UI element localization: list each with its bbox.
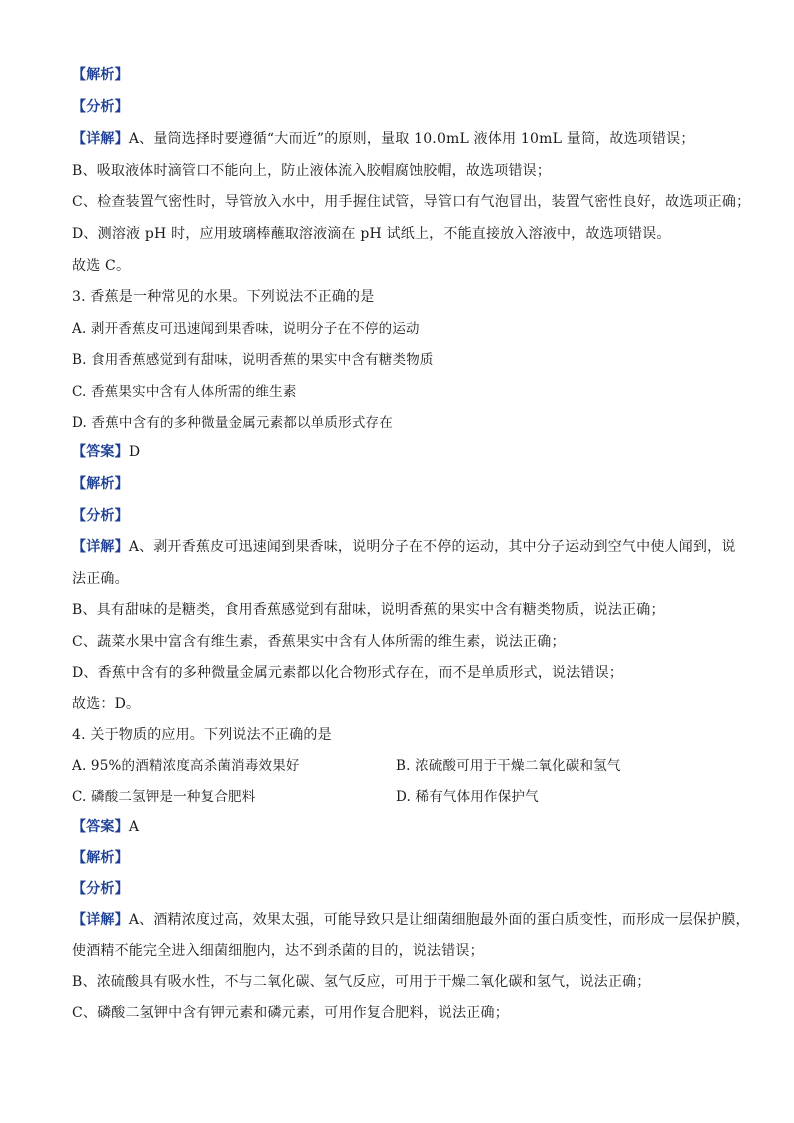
answer-value: A [128, 819, 140, 835]
analysis-heading-4: 【解析】 [72, 850, 129, 866]
detail-3-line-6: 故选：D。 [72, 696, 141, 712]
detail-4-line-3: B、浓硫酸具有吸水性，不与二氧化碳、氢气反应，可用于干燥二氧化碳和氢气，说法正确； [72, 974, 651, 990]
detail-3-line-1 [72, 538, 736, 556]
question-4-option-b: B. 浓硫酸可用于干燥二氧化碳和氢气 [396, 758, 621, 774]
question-4-option-c: C. 磷酸二氢钾是一种复合肥料 [72, 789, 256, 805]
detail-4-line-4: C、磷酸二氢钾中含有钾元素和磷元素，可用作复合肥料，说法正确； [72, 1005, 509, 1021]
answer-4-line [72, 818, 732, 836]
question-3: 3. 香蕉是一种常见的水果。下列说法不正确的是 [72, 289, 375, 305]
detail-line-b: B、吸取液体时滴管口不能向上，防止液体流入胶帽腐蚀胶帽，故选项错误； [72, 163, 552, 179]
detail-3-line-2: 法正确。 [72, 571, 129, 587]
question-4: 4. 关于物质的应用。下列说法不正确的是 [72, 727, 332, 743]
analysis-heading-3: 【解析】 [72, 476, 129, 492]
answer-value: D [128, 444, 141, 460]
conclusion-line: 故选 C。 [72, 258, 131, 274]
detail-text: A、量筒选择时要遵循“大而近”的原则，量取 10.0mL 液体用 10mL 量筒，故选项错误； [128, 131, 695, 147]
analysis-sub-heading: 【分析】 [72, 99, 129, 115]
detail-3-line-4: C、蔬菜水果中富含有维生素，香蕉果实中含有人体所需的维生素，说法正确； [72, 634, 566, 650]
question-3-option-b: B. 食用香蕉感觉到有甜味，说明香蕉的果实中含有糖类物质 [72, 352, 434, 368]
question-4-options-row-1 [72, 757, 732, 775]
detail-tag: 【详解】 [72, 131, 129, 147]
answer-tag: 【答案】 [72, 819, 129, 835]
detail-line-c: C、检查装置气密性时，导管放入水中，用手握住试管，导管口有气泡冒出，装置气密性良好，故选项正确； [72, 194, 751, 210]
analysis-heading: 【解析】 [72, 67, 129, 83]
detail-line-d: D、测溶液 pH 时，应用玻璃棒蘸取溶液滴在 pH 试纸上，不能直接放入溶液中，故选项错误。 [72, 226, 671, 242]
question-3-option-a: A. 剥开香蕉皮可迅速闻到果香味，说明分子在不停的运动 [72, 321, 420, 337]
answer-tag: 【答案】 [72, 444, 129, 460]
question-4-options-row-2 [72, 788, 732, 806]
question-4-option-a: A. 95%的酒精浓度高杀菌消毒效果好 [72, 758, 300, 774]
detail-4-line-1 [72, 911, 750, 929]
question-3-option-c: C. 香蕉果实中含有人体所需的维生素 [72, 384, 297, 400]
detail-text: A、酒精浓度过高，效果太强，可能导致只是让细菌细胞最外面的蛋白质变性，而形成一层保护膜， [128, 912, 750, 928]
detail-4-line-2: 使酒精不能完全进入细菌细胞内，达不到杀菌的目的，说法错误； [72, 943, 484, 959]
detail-3-line-3: B、具有甜味的是糖类，食用香蕉感觉到有甜味，说明香蕉的果实中含有糖类物质，说法正确； [72, 602, 665, 618]
analysis-sub-heading-3: 【分析】 [72, 508, 129, 524]
detail-text: A、剥开香蕉皮可迅速闻到果香味，说明分子在不停的运动，其中分子运动到空气中使人闻到，说 [128, 539, 736, 555]
question-4-option-d: D. 稀有气体用作保护气 [396, 789, 539, 805]
analysis-sub-heading-4: 【分析】 [72, 881, 129, 897]
detail-tag: 【详解】 [72, 912, 129, 928]
detail-line [72, 130, 732, 148]
detail-tag: 【详解】 [72, 539, 129, 555]
detail-3-line-5: D、香蕉中含有的多种微量金属元素都以化合物形式存在，而不是单质形式，说法错误； [72, 665, 624, 681]
question-3-option-d: D. 香蕉中含有的多种微量金属元素都以单质形式存在 [72, 415, 393, 431]
answer-3-line [72, 443, 732, 461]
